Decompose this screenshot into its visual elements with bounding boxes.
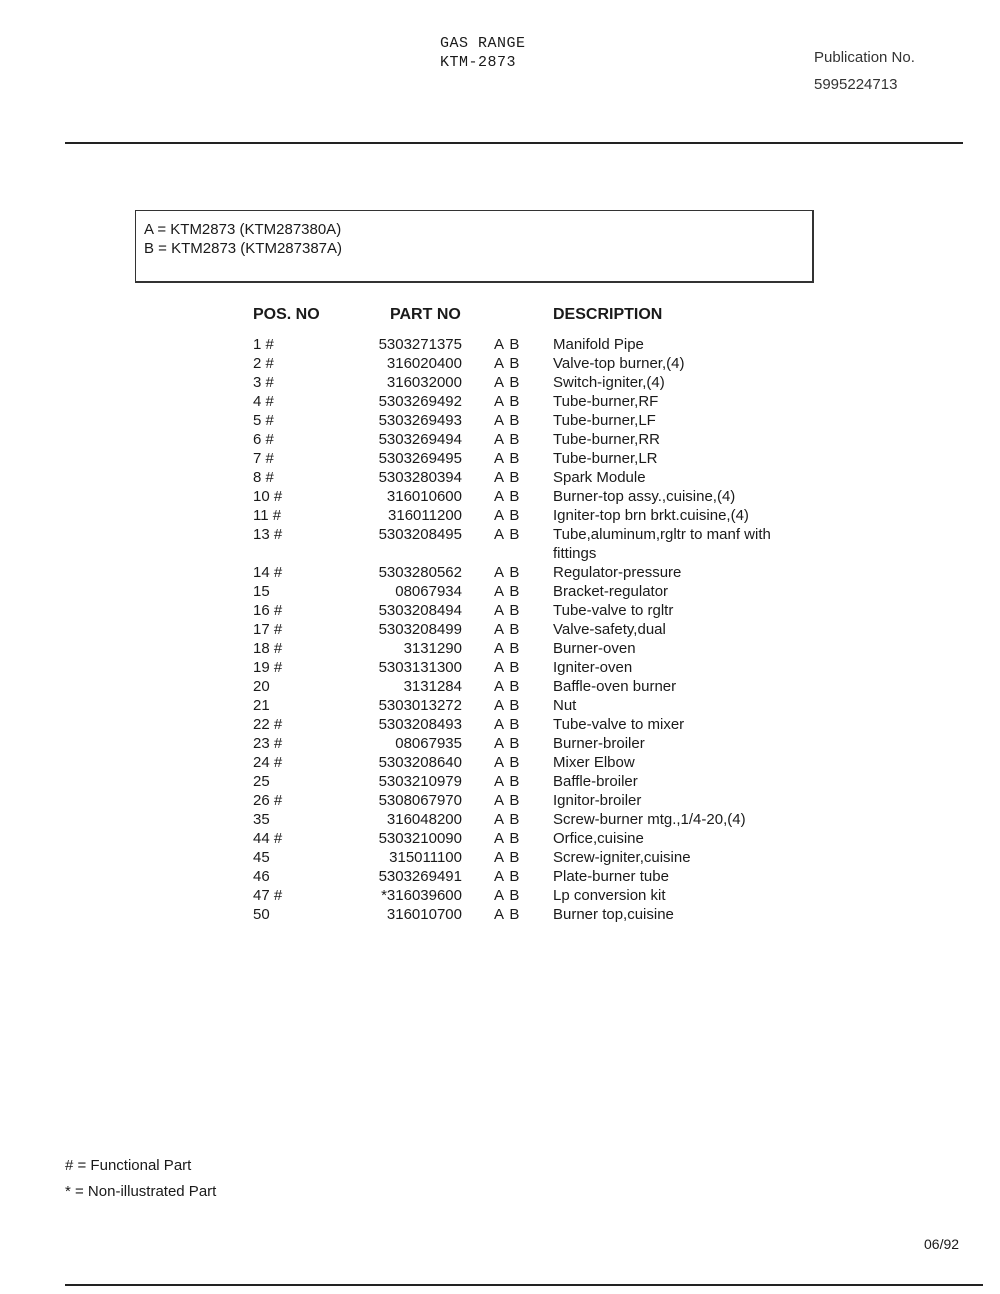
pos-cell: 11 #: [253, 507, 282, 524]
pos-cell: 16 #: [253, 602, 283, 619]
part-number-cell: 5303269491: [378, 868, 462, 885]
description-cell: Tube-valve to rgltr: [553, 602, 674, 619]
description-cell: Tube-burner,RR: [553, 431, 660, 448]
model-applicability-cell: A B: [494, 887, 521, 904]
table-row: [0, 848, 1000, 867]
pos-cell: 22 #: [253, 716, 283, 733]
pos-cell: 17 #: [253, 621, 283, 638]
description-cell: Switch-igniter,(4): [553, 374, 665, 391]
model-applicability-cell: A B: [494, 640, 521, 657]
pos-cell: 8 #: [253, 469, 274, 486]
table-row: [0, 829, 1000, 848]
table-row: [0, 601, 1000, 620]
footnotes: [65, 1153, 216, 1205]
table-row: [0, 791, 1000, 810]
model-applicability-cell: A B: [494, 735, 521, 752]
table-row: [0, 563, 1000, 582]
table-row: [0, 373, 1000, 392]
column-header-description: DESCRIPTION: [553, 306, 663, 323]
part-number-cell: 5303208640: [378, 754, 462, 771]
part-number-cell: 316010700: [386, 906, 462, 923]
part-number-cell: 3131290: [403, 640, 462, 657]
model-applicability-cell: A B: [494, 488, 521, 505]
model-applicability-cell: A B: [494, 849, 521, 866]
part-number-cell: 316048200: [386, 811, 462, 828]
pos-cell: 45: [253, 849, 270, 866]
table-row: [0, 468, 1000, 487]
description-cell: Burner top,cuisine: [553, 906, 674, 923]
part-number-cell: 5303208493: [378, 716, 462, 733]
table-row: [0, 525, 1000, 563]
model-applicability-cell: A B: [494, 393, 521, 410]
parts-list: [0, 335, 1000, 924]
part-number-cell: 5303208494: [378, 602, 462, 619]
description-cell: Baffle-oven burner: [553, 678, 677, 695]
description-cell: Screw-igniter,cuisine: [553, 849, 691, 866]
table-row: [0, 449, 1000, 468]
description-cell: Tube,aluminum,rgltr to manf with fittings: [553, 526, 771, 562]
description-cell: Nut: [553, 697, 577, 714]
description-cell: Manifold Pipe: [553, 336, 644, 353]
pos-cell: 25: [253, 773, 270, 790]
description-cell: Valve-safety,dual: [553, 621, 666, 638]
model-applicability-cell: A B: [494, 507, 521, 524]
model-applicability-cell: A B: [494, 412, 521, 429]
part-number-cell: 08067934: [395, 583, 462, 600]
model-applicability-cell: A B: [494, 830, 521, 847]
table-row: [0, 905, 1000, 924]
description-cell: Bracket-regulator: [553, 583, 669, 600]
table-row: [0, 810, 1000, 829]
part-number-cell: 5303269495: [378, 450, 462, 467]
title-product: GAS RANGE: [440, 35, 526, 52]
description-cell: Valve-top burner,(4): [553, 355, 685, 372]
model-applicability-cell: A B: [494, 792, 521, 809]
description-cell: Spark Module: [553, 469, 646, 486]
table-row: [0, 582, 1000, 601]
model-applicability-cell: A B: [494, 868, 521, 885]
model-legend-box: [135, 210, 814, 283]
pos-cell: 44 #: [253, 830, 283, 847]
description-cell: Tube-valve to mixer: [553, 716, 685, 733]
model-applicability-cell: A B: [494, 564, 521, 581]
table-row: [0, 354, 1000, 373]
description-cell: Burner-oven: [553, 640, 636, 657]
model-applicability-cell: A B: [494, 431, 521, 448]
table-row: [0, 753, 1000, 772]
model-applicability-cell: A B: [494, 659, 521, 676]
table-row: [0, 411, 1000, 430]
pos-cell: 18 #: [253, 640, 283, 657]
publication-info: [814, 44, 915, 98]
pos-cell: 15: [253, 583, 270, 600]
pos-cell: 10 #: [253, 488, 283, 505]
model-applicability-cell: A B: [494, 602, 521, 619]
description-cell: Regulator-pressure: [553, 564, 682, 581]
part-number-cell: 5303131300: [378, 659, 462, 676]
table-row: [0, 487, 1000, 506]
description-cell: Tube-burner,LF: [553, 412, 656, 429]
model-applicability-cell: A B: [494, 716, 521, 733]
part-number-cell: 5303210090: [378, 830, 462, 847]
model-applicability-cell: A B: [494, 526, 521, 543]
part-number-cell: 315011100: [389, 849, 462, 866]
top-divider: [65, 142, 963, 144]
pos-cell: 21: [253, 697, 270, 714]
publication-number: 5995224713: [814, 76, 898, 93]
description-cell: Ignitor-broiler: [553, 792, 642, 809]
part-number-cell: 5303269494: [378, 431, 462, 448]
pos-cell: 20: [253, 678, 270, 695]
pos-cell: 7 #: [253, 450, 274, 467]
column-header-part: PART NO: [390, 306, 461, 323]
part-number-cell: 316020400: [386, 355, 462, 372]
description-cell: Lp conversion kit: [553, 887, 666, 904]
table-row: [0, 506, 1000, 525]
footnote-non-illustrated: * = Non-illustrated Part: [65, 1183, 217, 1200]
model-applicability-cell: A B: [494, 469, 521, 486]
description-cell: Burner-top assy.,cuisine,(4): [553, 488, 736, 505]
table-row: [0, 677, 1000, 696]
part-number-cell: 5303271375: [378, 336, 462, 353]
part-number-cell: 5303269492: [378, 393, 462, 410]
pos-cell: 14 #: [253, 564, 283, 581]
part-number-cell: 316032000: [386, 374, 462, 391]
part-number-cell: 5303280394: [378, 469, 462, 486]
pos-cell: 23 #: [253, 735, 283, 752]
part-number-cell: 316010600: [386, 488, 462, 505]
table-row: [0, 335, 1000, 354]
part-number-cell: 5303280562: [378, 564, 462, 581]
part-number-cell: *316039600: [381, 887, 462, 904]
document-title: [440, 34, 526, 72]
column-header-pos: POS. NO: [253, 306, 320, 323]
part-number-cell: 5303208499: [378, 621, 462, 638]
pos-cell: 2 #: [253, 355, 274, 372]
model-applicability-cell: A B: [494, 811, 521, 828]
table-row: [0, 772, 1000, 791]
description-cell: Orfice,cuisine: [553, 830, 644, 847]
part-number-cell: 5308067970: [378, 792, 462, 809]
part-number-cell: 5303210979: [378, 773, 462, 790]
pos-cell: 26 #: [253, 792, 283, 809]
model-applicability-cell: A B: [494, 374, 521, 391]
pos-cell: 24 #: [253, 754, 283, 771]
model-a: A = KTM2873 (KTM287380A): [144, 221, 342, 238]
pos-cell: 13 #: [253, 526, 283, 543]
description-cell: Plate-burner tube: [553, 868, 669, 885]
model-applicability-cell: A B: [494, 336, 521, 353]
part-number-cell: 5303269493: [378, 412, 462, 429]
revision-date: 06/92: [924, 1236, 960, 1252]
pos-cell: 46: [253, 868, 270, 885]
part-number-cell: 08067935: [395, 735, 462, 752]
description-cell: Baffle-broiler: [553, 773, 638, 790]
model-applicability-cell: A B: [494, 678, 521, 695]
part-number-cell: 316011200: [388, 507, 462, 524]
description-cell: Igniter-oven: [553, 659, 633, 676]
table-row: [0, 430, 1000, 449]
part-number-cell: 5303208495: [378, 526, 462, 543]
bottom-divider: [65, 1284, 983, 1286]
table-row: [0, 696, 1000, 715]
description-cell: Igniter-top brn brkt.cuisine,(4): [553, 507, 749, 524]
model-applicability-cell: A B: [494, 906, 521, 923]
model-b: B = KTM2873 (KTM287387A): [144, 240, 343, 257]
part-number-cell: 3131284: [403, 678, 462, 695]
pos-cell: 3 #: [253, 374, 274, 391]
table-row: [0, 734, 1000, 753]
model-applicability-cell: A B: [494, 754, 521, 771]
table-row: [0, 867, 1000, 886]
description-cell: Burner-broiler: [553, 735, 645, 752]
table-row: [0, 620, 1000, 639]
pos-cell: 50: [253, 906, 270, 923]
description-cell: Tube-burner,RF: [553, 393, 659, 410]
model-applicability-cell: A B: [494, 450, 521, 467]
footnote-functional: # = Functional Part: [65, 1157, 192, 1174]
model-applicability-cell: A B: [494, 697, 521, 714]
table-row: [0, 886, 1000, 905]
pos-cell: 1 #: [253, 336, 274, 353]
model-applicability-cell: A B: [494, 773, 521, 790]
model-applicability-cell: A B: [494, 355, 521, 372]
pos-cell: 47 #: [253, 887, 283, 904]
pos-cell: 6 #: [253, 431, 274, 448]
description-cell: Tube-burner,LR: [553, 450, 658, 467]
table-row: [0, 392, 1000, 411]
description-cell: Mixer Elbow: [553, 754, 635, 771]
pos-cell: 5 #: [253, 412, 274, 429]
part-number-cell: 5303013272: [378, 697, 462, 714]
description-cell: Screw-burner mtg.,1/4-20,(4): [553, 811, 746, 828]
publication-label: Publication No.: [814, 49, 915, 66]
pos-cell: 19 #: [253, 659, 283, 676]
table-row: [0, 658, 1000, 677]
table-row: [0, 639, 1000, 658]
model-applicability-cell: A B: [494, 583, 521, 600]
pos-cell: 35: [253, 811, 270, 828]
table-row: [0, 715, 1000, 734]
pos-cell: 4 #: [253, 393, 274, 410]
model-applicability-cell: A B: [494, 621, 521, 638]
title-model: KTM-2873: [440, 54, 517, 71]
